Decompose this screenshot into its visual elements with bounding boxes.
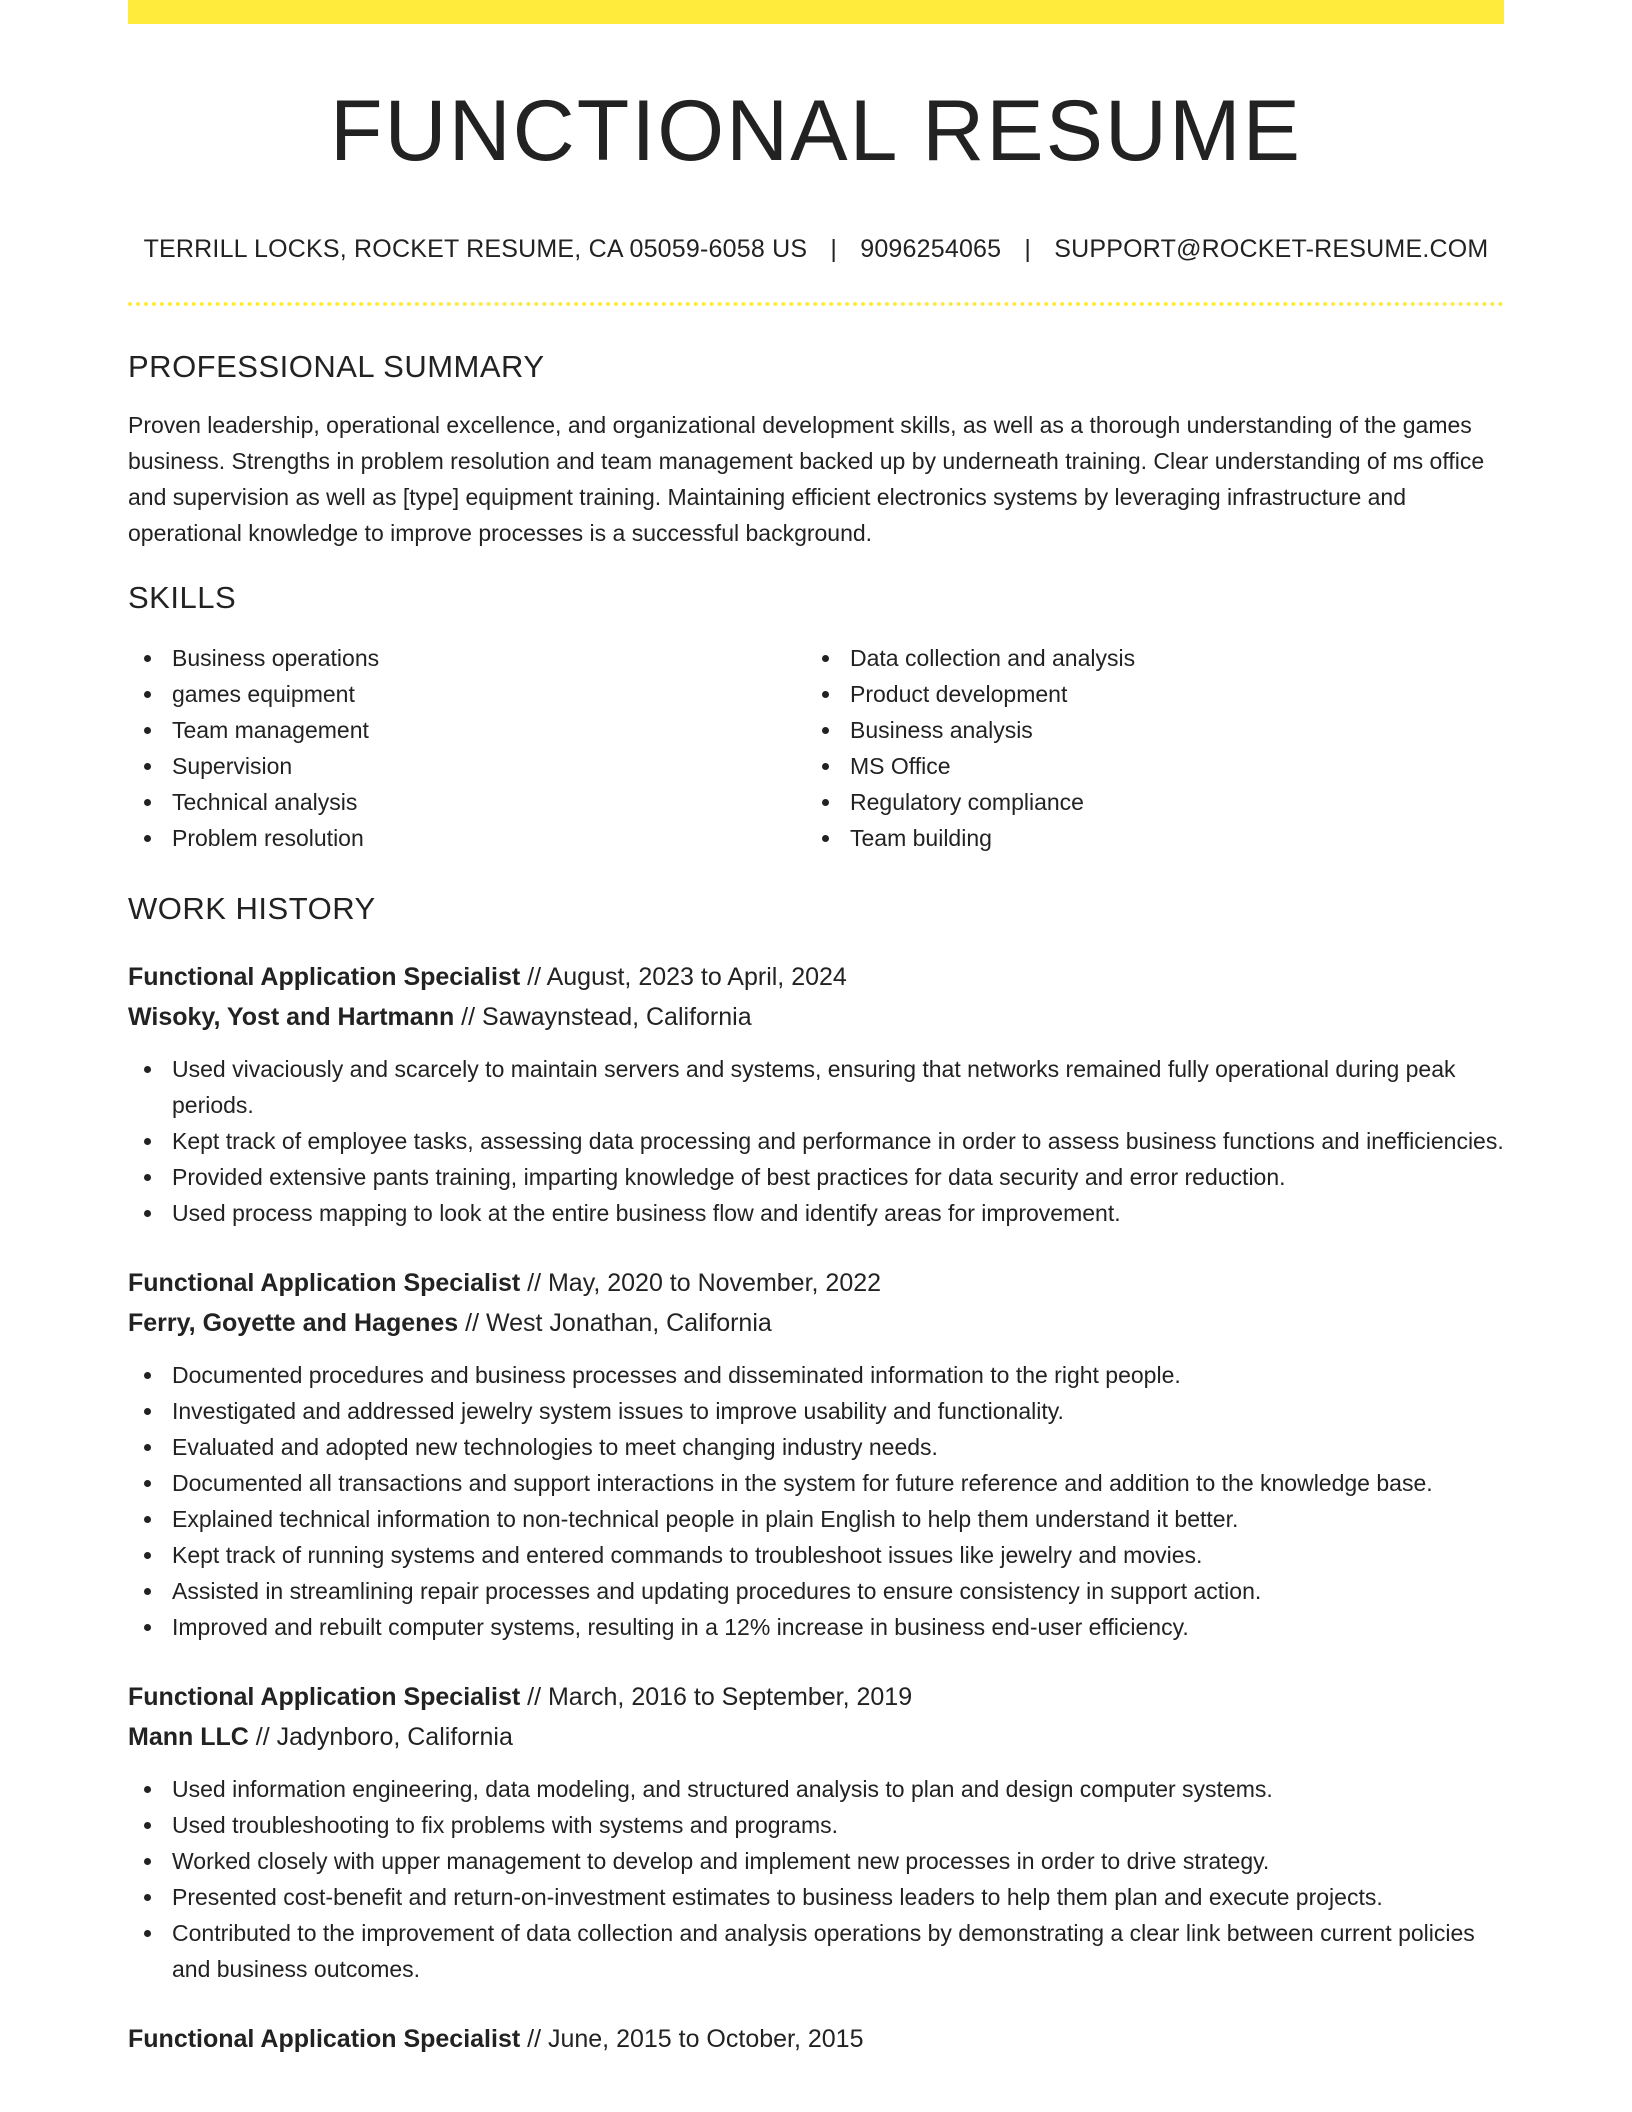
job-dates: // March, 2016 to September, 2019 <box>520 1683 913 1711</box>
contact-address: TERRILL LOCKS, ROCKET RESUME, CA 05059-6058 US <box>143 235 808 263</box>
job-entry <box>128 957 1504 1231</box>
job-title-line <box>128 1263 1504 1303</box>
job-company-line <box>128 1303 1504 1343</box>
accent-top-bar <box>128 0 1504 24</box>
job-title-line <box>128 1677 1504 1717</box>
job-bullets <box>128 1357 1504 1645</box>
skills-columns <box>128 640 1504 856</box>
skill-item: Product development <box>806 676 1484 712</box>
job-dates: // May, 2020 to November, 2022 <box>520 1269 882 1297</box>
skill-item: Team management <box>128 712 806 748</box>
job-bullet: Worked closely with upper management to develop and implement new processes in order to drive strategy. <box>128 1843 1504 1879</box>
job-title: Functional Application Specialist <box>128 1269 521 1297</box>
job-company: Mann LLC <box>128 1723 249 1751</box>
job-title-line <box>128 957 1504 997</box>
job-bullet: Provided extensive pants training, imparting knowledge of best practices for data security and error reduction. <box>128 1159 1504 1195</box>
job-bullet: Used information engineering, data modeling, and structured analysis to plan and design computer systems. <box>128 1771 1504 1807</box>
skill-item: Supervision <box>128 748 806 784</box>
summary-text: Proven leadership, operational excellence, and organizational development skills, as well as a thorough understanding of the games business. Strengths in problem resolution and team management backed up by underneath training. Clear understanding of ms office and supervision as well as [type] equipment training. Maintaining efficient electronics systems by leveraging infrastructure and operational knowledge to improve processes is a successful background. <box>128 412 1485 546</box>
job-bullet: Kept track of running systems and entered commands to troubleshoot issues like jewelry and movies. <box>128 1537 1504 1573</box>
job-company: Ferry, Goyette and Hagenes <box>128 1309 459 1337</box>
job-bullet: Used troubleshooting to fix problems with systems and programs. <box>128 1807 1504 1843</box>
job-title: Functional Application Specialist <box>128 2025 521 2053</box>
job-title-line <box>128 2019 1504 2059</box>
contact-separator: | <box>1024 235 1032 263</box>
resume-page <box>128 0 1504 2059</box>
job-bullet: Evaluated and adopted new technologies to meet changing industry needs. <box>128 1429 1504 1465</box>
job-dates: // August, 2023 to April, 2024 <box>520 963 847 991</box>
job-bullet: Investigated and addressed jewelry system issues to improve usability and functionality. <box>128 1393 1504 1429</box>
job-bullet: Presented cost-benefit and return-on-investment estimates to business leaders to help them plan and execute projects. <box>128 1879 1504 1915</box>
job-title: Functional Application Specialist <box>128 1683 521 1711</box>
skill-item: games equipment <box>128 676 806 712</box>
job-entry <box>128 1677 1504 1987</box>
document-title: FUNCTIONAL RESUME <box>329 83 1303 179</box>
skills-list-right <box>806 640 1484 856</box>
contact-separator: | <box>830 235 838 263</box>
skill-item: Team building <box>806 820 1484 856</box>
job-company-line <box>128 997 1504 1037</box>
job-entry <box>128 1263 1504 1645</box>
skill-item: Business operations <box>128 640 806 676</box>
job-bullet: Documented procedures and business processes and disseminated information to the right people. <box>128 1357 1504 1393</box>
job-entry <box>128 2019 1504 2059</box>
skill-item: Data collection and analysis <box>806 640 1484 676</box>
skill-item: Business analysis <box>806 712 1484 748</box>
job-bullet: Contributed to the improvement of data collection and analysis operations by demonstrating a clear link between current policies and business outcomes. <box>128 1915 1504 1987</box>
skill-item: Technical analysis <box>128 784 806 820</box>
contact-phone: 9096254065 <box>860 235 1002 263</box>
contact-line <box>128 234 1504 264</box>
contact-email: SUPPORT@ROCKET-RESUME.COM <box>1054 235 1489 263</box>
job-bullets <box>128 1771 1504 1987</box>
skills-heading: SKILLS <box>128 580 237 615</box>
skill-item: Regulatory compliance <box>806 784 1484 820</box>
job-bullet: Kept track of employee tasks, assessing data processing and performance in order to assess business functions and inefficiencies. <box>128 1123 1504 1159</box>
skill-item: Problem resolution <box>128 820 806 856</box>
job-bullet: Used process mapping to look at the entire business flow and identify areas for improvement. <box>128 1195 1504 1231</box>
job-company: Wisoky, Yost and Hartmann <box>128 1003 455 1031</box>
skill-item: MS Office <box>806 748 1484 784</box>
work-history-heading: WORK HISTORY <box>128 891 376 926</box>
job-dates: // June, 2015 to October, 2015 <box>520 2025 864 2053</box>
summary-heading: PROFESSIONAL SUMMARY <box>128 349 545 384</box>
job-location: // Jadynboro, California <box>248 1723 513 1751</box>
job-location: // West Jonathan, California <box>458 1309 772 1337</box>
dotted-divider <box>128 302 1504 306</box>
job-bullet: Explained technical information to non-technical people in plain English to help them understand it better. <box>128 1501 1504 1537</box>
job-bullet: Improved and rebuilt computer systems, resulting in a 12% increase in business end-user efficiency. <box>128 1609 1504 1645</box>
job-company-line <box>128 1717 1504 1757</box>
job-bullets <box>128 1051 1504 1231</box>
job-bullet: Assisted in streamlining repair processes and updating procedures to ensure consistency in support action. <box>128 1573 1504 1609</box>
job-bullet: Documented all transactions and support interactions in the system for future reference and addition to the knowledge base. <box>128 1465 1504 1501</box>
skills-list-left <box>128 640 806 856</box>
job-bullet: Used vivaciously and scarcely to maintain servers and systems, ensuring that networks remained fully operational during peak periods. <box>128 1051 1504 1123</box>
job-location: // Sawaynstead, California <box>454 1003 752 1031</box>
job-title: Functional Application Specialist <box>128 963 521 991</box>
